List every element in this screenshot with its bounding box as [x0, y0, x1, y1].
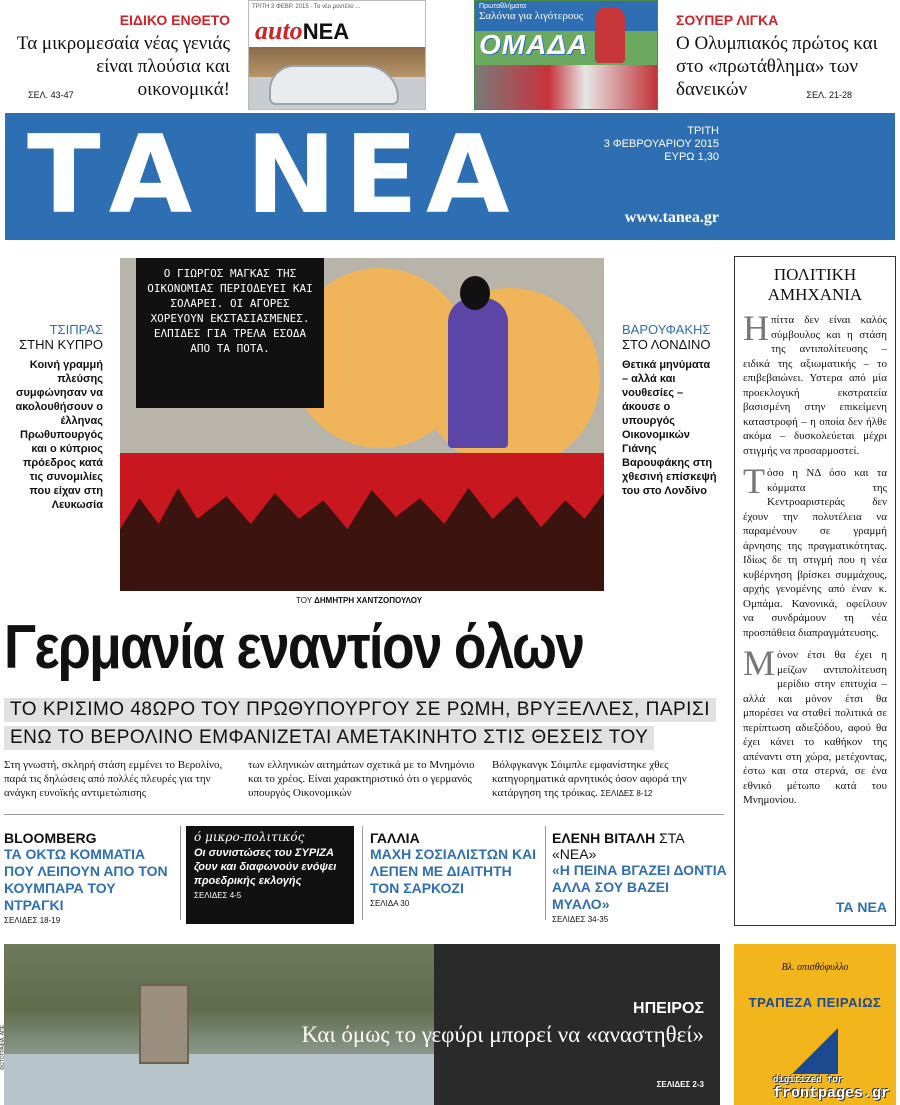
bank-logo-icon: [792, 1028, 838, 1074]
editorial-column[interactable]: [734, 256, 896, 926]
issue-date: 3 ΦΕΒΡΟΥΑΡΙΟΥ 2015: [603, 138, 719, 150]
main-deck: [4, 698, 716, 754]
clarinet-player-figure: [448, 298, 508, 448]
piraeus-bank-ad[interactable]: [734, 944, 896, 1105]
teaser-headline: Τα μικρομεσαία νέας γενιάς είναι πλούσια και οικονομικά!: [16, 33, 230, 100]
micropolitikos-logo: ό μικρο-πολιτικός: [194, 830, 305, 844]
player-head: [460, 276, 490, 310]
column-divider: [180, 826, 181, 920]
teaser-pages: ΣΕΛ. 21-28: [806, 90, 852, 100]
auto-nea-teaser[interactable]: [248, 0, 426, 110]
ad-note: Βλ. οπισθόφυλλο: [781, 962, 849, 973]
cartoon-credit: ΤΟΥ ΔΗΜΗΤΡΗ ΧΑΝΤΖΟΠΟΥΛΟΥ: [296, 596, 423, 605]
omada-teaser[interactable]: [474, 0, 658, 110]
deck-line-2: ΕΝΩ ΤΟ ΒΕΡΟΛΙΝΟ ΕΜΦΑΝΙΖΕΤΑΙ ΑΜΕΤΑΚΙΝΗΤΟ ΣΤΙΣ ΘΕΣΕΙΣ ΤΟΥ: [4, 726, 654, 750]
omada-logo: ΟΜΑΔΑ: [479, 29, 589, 60]
story-headline: ΤΑ ΟΚΤΩ ΚΟΜΜΑΤΙΑ ΠΟΥ ΛΕΙΠΟΥΝ ΑΠΟ ΤΟΝ ΚΟΥΜΠΑΡΑ ΤΟΥ ΝΤΡΑΓΚΙ: [4, 846, 168, 913]
story-bloomberg[interactable]: [4, 830, 176, 925]
varoufakis-caption: [622, 322, 717, 498]
photo-credit: ΦΩΤΟΓΡΑΦΙΑ: ΑΠΕ: [0, 1025, 6, 1070]
micropolitikos-box[interactable]: [186, 826, 354, 924]
caption-place: ΣΤΟ ΛΟΝΔΙΝΟ: [622, 337, 711, 352]
divider: [4, 814, 724, 815]
omada-header: Πρωταθλήματα Σαλόνια για λιγότερους: [475, 1, 657, 31]
teaser-supplement[interactable]: [8, 12, 230, 112]
lead-column-1: Στη γνωστή, σκληρή στάση εμμένει το Βερολίνο, παρά τις δηλώσεις από πολλές πλευρές για την ανάγκη ευνοϊκής αντιμετώπισης: [4, 759, 223, 799]
auto-nea-logo: autoΝΕΑ: [249, 15, 425, 47]
story-kicker: BLOOMBERG: [4, 830, 97, 846]
story-vitali[interactable]: [552, 830, 727, 924]
micropolitikos-text: Οι συνιστώσες του ΣΥΡΙΖΑ ζουν και διαφωνούν ενόψει προεδρικής εκλογής: [194, 847, 337, 887]
story-kicker: ΗΠΕΙΡΟΣ: [633, 1000, 704, 1017]
caption-name: ΒΑΡΟΥΦΑΚΗΣ: [622, 322, 711, 337]
teaser-kicker: ΕΙΔΙΚΟ ΕΝΘΕΤΟ: [119, 12, 230, 28]
lead-column-2: των ελληνικών αιτημάτων σχετικά με το Μνημόνιο και το χρέος. Είναι χαρακτηριστικό ότι ο γερμανός υπουργός Οικονομικών: [248, 759, 475, 799]
frontpages-watermark: digitized for frontpages.gr: [772, 1075, 890, 1102]
deck-line-1: ΤΟ ΚΡΙΣΙΜΟ 48ΩΡΟ ΤΟΥ ΠΡΩΘΥΠΟΥΡΓΟΥ ΣΕ ΡΩΜΗ, ΒΡΥΞΕΛΛΕΣ, ΠΑΡΙΣΙ: [4, 698, 716, 722]
caption-place: ΣΤΗΝ ΚΥΠΡΟ: [19, 337, 103, 352]
story-pages: ΣΕΛΙΔΑ 30: [370, 899, 410, 908]
newspaper-name: ΤΑ ΝΕΑ: [27, 113, 518, 238]
issue-day: ΤΡΙΤΗ: [687, 125, 719, 137]
masthead: [5, 113, 895, 240]
spotlight-glow: [420, 288, 600, 468]
tsipras-caption: [8, 322, 103, 512]
story-pages: ΣΕΛΙΔΕΣ 2-3: [656, 1080, 704, 1089]
editorial-title: ΠΟΛΙΤΙΚΗ ΑΜΗΧΑΝΙΑ: [767, 265, 863, 304]
story-headline: ΜΑΧΗ ΣΟΣΙΑΛΙΣΤΩΝ ΚΑΙ ΛΕΠΕΝ ΜΕ ΔΙΑΙΤΗΤΗ ΤΟΝ ΣΑΡΚΟΖΙ: [370, 846, 537, 896]
river-water: [4, 1054, 444, 1105]
story-headline: «Η ΠΕΙΝΑ ΒΓΑΖΕΙ ΔΟΝΤΙΑ ΑΛΛΑ ΣΟΥ ΒΑΖΕΙ ΜΥΑΛΟ»: [552, 862, 727, 912]
editorial-paragraph: Τόσο η ΝΔ όσο και τα κόμματα της Κεντροαριστεράς δεν έχουν την πολυτέλεια να παραμένουν σε γραμμή άρνησης της πραγματικότητας. Ιδίως δε τη στιγμή που η νέα κυβέρνηση βρίσκει συμμάχους, αρχής γενομένης από έναν κ. Ομπάμα. Κανονικά, οφείλουν να συνδράμουν τη νέα προσπάθεια διαπραγμάτευσης.: [743, 461, 887, 639]
column-divider: [545, 826, 546, 920]
epirus-photo-story[interactable]: [4, 944, 720, 1105]
editorial-paragraph: Ηπίττα δεν είναι καλός σύμβουλος και η στάση της αντιπολίτευσης – ειδικά της αξιωματικής – το επιβεβαιώνει. Υστερα από μία προεκλογική εκστρατεία βασισμένη στην επικείμενη καταστροφή – η οποία δεν ήλθε ακόμα – δυσκολεύεται μέχρι στιγμής να προσαρμοστεί.: [743, 308, 887, 457]
story-pages: ΣΕΛΙΔΕΣ 4-5: [194, 891, 242, 900]
issue-price: ΕΥΡΩ 1,30: [664, 151, 719, 163]
political-cartoon: [120, 258, 604, 591]
story-kicker: ΓΑΛΛΙΑ: [370, 830, 420, 846]
auto-strip-text: ΤΡΙΤΗ 3 ΦΕΒΡ. 2015 · Το νέο μοντέλο ...: [249, 1, 425, 15]
football-photo: [475, 65, 658, 110]
teaser-pages: ΣΕΛ. 43-47: [28, 90, 74, 100]
story-gallia[interactable]: [370, 830, 542, 908]
story-pages: ΣΕΛΙΔΕΣ 34-35: [552, 915, 609, 924]
collapsed-bridge: [139, 984, 189, 1064]
story-pages: ΣΕΛΙΔΕΣ 18-19: [4, 916, 61, 925]
player-figure: [595, 7, 625, 63]
teaser-superleague[interactable]: [676, 12, 896, 112]
editorial-signature: ΤΑ ΝΕΑ: [835, 899, 887, 915]
story-headline: Και όμως το γεφύρι μπορεί να «αναστηθεί»: [301, 1022, 704, 1047]
teaser-kicker: ΣΟΥΠΕΡ ΛΙΓΚΑ: [676, 12, 779, 28]
main-headline[interactable]: Γερμανία εναντίον όλων: [4, 613, 584, 682]
drop-cap: Η: [743, 308, 769, 348]
caption-body: Θετικά μηνύματα – αλλά και νουθεσίες – άκουσε ο υπουργός Οικονομικών Γιάνης Βαρουφάκης στη χθεσινή επίσκεψή του στο Λονδίνο: [622, 359, 717, 497]
drop-cap: Τ: [743, 461, 765, 501]
caption-body: Κοινή γραμμή πλεύσης συμφώνησαν να ακολουθήσουν ο έλληνας Πρωθυπουργός και ο κύπριος πρόεδρος κατά τις συνομιλίες που είχαν στη Λευκωσία: [15, 359, 103, 511]
ad-bank-name: ΤΡΑΠΕΖΑ ΠΕΙΡΑΙΩΣ: [748, 995, 882, 1010]
cartoon-speech-box: Ο ΓΙΩΡΓΟΣ ΜΑΓΚΑΣ ΤΗΣ ΟΙΚΟΝΟΜΙΑΣ ΠΕΡΙΟΔΕΥΕΙ ΚΑΙ ΣΟΛΑΡΕΙ. ΟΙ ΑΓΟΡΕΣ ΧΟΡΕΥΟΥΝ ΕΚΣΤΑΣΙΑΣΜΕΝΕΣ. ΕΛΠΙΔΕΣ ΓΙΑ ΤΡΕΛΑ ΕΣΟΔΑ ΑΠΟ ΤΑ ΠΟΤΑ.: [136, 258, 324, 408]
issue-info: [604, 125, 719, 164]
website-link[interactable]: www.tanea.gr: [624, 209, 719, 226]
caption-name: ΤΣΙΠΡΑΣ: [49, 322, 103, 337]
drop-cap: Μ: [743, 643, 776, 683]
lead-column-3: Βόλφγκανγκ Σόιμπλε εμφανίστηκε χθες κατηγορηματικά αρνητικός όσον αφορά την κατάργηση της τρόικας. ΣΕΛΙΔΕΣ 8-12: [492, 759, 687, 799]
story-kicker: ΕΛΕΝΗ ΒΙΤΑΛΗ ΣΤΑ «ΝΕΑ»: [552, 830, 684, 862]
car-photo: [269, 65, 399, 105]
teaser-headline: Ο Ολυμπιακός πρώτος και στο «πρωτάθλημα» των δανεικών: [676, 33, 878, 100]
editorial-paragraph: Μόνον έτσι θα έχει η μείζων αντιπολίτευση μερίδιο στην επιτυχία – αλλά και μόνον έτσι θα μπορέσει να σταθεί πολιτικά σε περίπτωση αδιεξόδου, αφού θα έχει κάνει το καθήκον της απέναντι στη χώρα, μετέχοντας, έστω και στα στερνά, σε ένα εθνικό μέτωπο κατά του Μνημονίου.: [743, 643, 887, 806]
column-divider: [362, 826, 363, 920]
lead-pages: ΣΕΛΙΔΕΣ 8-12: [600, 789, 653, 798]
